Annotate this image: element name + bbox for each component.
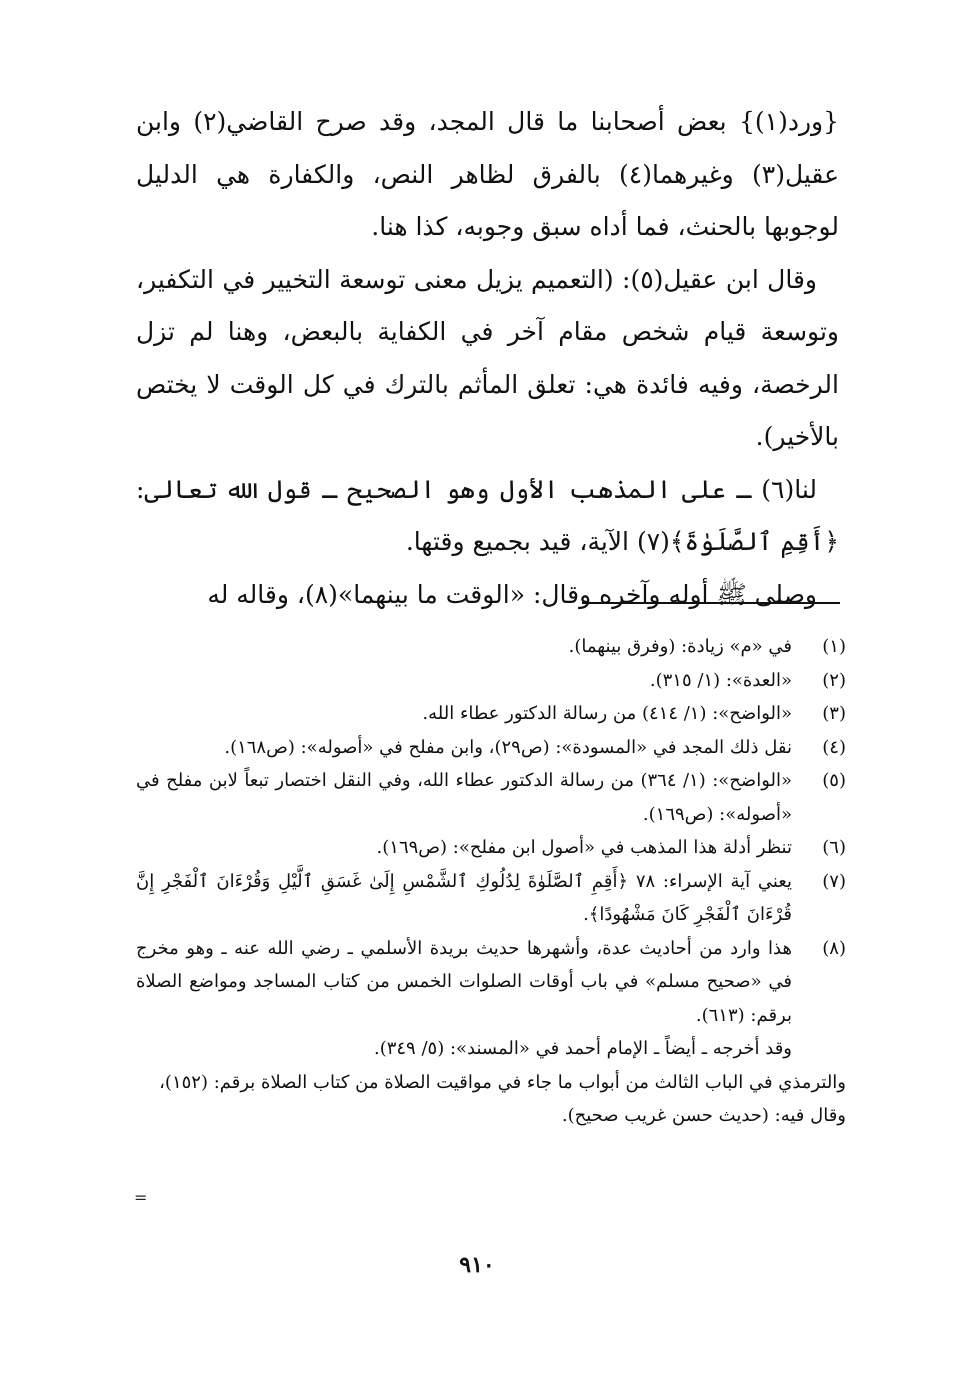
main-paragraph: {ورد(١)} بعض أصحابنا ما قال المجد، وقد صرح القاضي(٢) وابن عقيل(٣) وغيرهما(٤) بالفرق لظاهر النص، والكفارة هي الدليل لوجوبها بالحنث، فما أداه سبق وجوبه، كذا هنا. — [136, 107, 839, 241]
footnote-number: (٥) — [822, 770, 846, 791]
footnote-text: في «م» زيادة: (وفرق بينهما). — [568, 636, 792, 657]
footnote-item — [136, 664, 846, 698]
main-paragraph: وصلى ﷺ أوله وآخره وقال: «الوقت ما بينهما»(٨)، وقاله له — [207, 579, 817, 609]
footnote-text: هذا وارد من أحاديث عدة، وأشهرها حديث بريدة الأسلمي ـ رضي الله عنه ـ وهو مخرج في «صحيح مسلم» في باب أوقات الصلوات الخمس من كتاب المساجد ومواضع الصلاة برقم: (٦١٣). — [136, 937, 792, 1026]
footnote-text: «الواضح»: (١/ ٣٦٤) من رسالة الدكتور عطاء الله، وفي النقل اختصار تبعاً لابن مفلح في «أصوله»: (ص١٦٩). — [136, 770, 792, 825]
footnote-number: (٤) — [822, 736, 846, 758]
main-body-text — [136, 96, 839, 621]
footnote-number: (٨) — [822, 937, 846, 959]
footnote-item — [136, 831, 846, 865]
footnote-item — [136, 865, 846, 932]
footnote-number: (٧) — [822, 870, 846, 892]
footnote-item — [136, 630, 846, 664]
footnote-text: «العدة»: (١/ ٣١٥). — [649, 669, 792, 691]
footnote-item — [136, 731, 846, 765]
footnote-text: نقل ذلك المجد في «المسودة»: (ص٢٩)، وابن مفلح في «أصوله»: (ص١٦٨). — [224, 736, 792, 758]
footnote-divider — [582, 602, 840, 604]
footnote-text: «الواضح»: (١/ ٤١٤) من رسالة الدكتور عطاء الله. — [422, 703, 792, 724]
main-paragraph: وقال ابن عقيل(٥): (التعميم يزيل معنى توسعة التخيير في التكفير، وتوسعة قيام شخص مقام آخر في الكفاية بالبعض، وهنا لم تزل الرخصة، وفيه فائدة هي: تعلق المأثم بالترك في كل الوقت لا يختص بالأخير). — [136, 264, 839, 451]
page-number: ٩١٠ — [459, 1252, 495, 1278]
footnote-number: (٦) — [822, 837, 846, 858]
footnote-text: تنظر أدلة هذا المذهب في «أصول ابن مفلح»: (ص١٦٩). — [376, 837, 792, 858]
footnote-text: يعني آية الإسراء: ٧٨ ﴿أَقِمِ ٱلصَّلَوٰةَ لِدُلُوكِ ٱلشَّمْسِ إِلَىٰ غَسَقِ ٱلَّيْلِ وَقُرْءَانَ ٱلْفَجْرِ إِنَّ قُرْءَانَ ٱلْفَجْرِ كَانَ مَشْهُودًا﴾. — [136, 870, 792, 925]
footnote-number: (٣) — [822, 703, 846, 724]
footnote-continuation: وقد أخرجه ـ أيضاً ـ الإمام أحمد في «المسند»: (٥/ ٣٤٩). — [373, 1038, 792, 1059]
footnotes-section — [136, 630, 846, 1133]
footnote-continuation: والترمذي في الباب الثالث من أبواب ما جاء في مواقيت الصلاة من كتاب الصلاة برقم: (١٥٢)، وقال فيه: (حديث حسن غريب صحيح). — [159, 1071, 846, 1126]
footnote-number: (١) — [822, 636, 846, 657]
margin-mark: = — [134, 1188, 148, 1207]
footnote-number: (٢) — [822, 669, 846, 691]
main-paragraph: لنا(٦) ـ على المذهب الأول وهو الصحيح ـ قول الله تعالى: ﴿أَقِمِ ٱلصَّلَوٰةَ﴾(٧) الآية، قيد بجميع وقتها. — [136, 474, 839, 556]
footnote-item — [136, 764, 846, 831]
footnote-item — [136, 932, 846, 1033]
footnote-item — [136, 697, 846, 731]
